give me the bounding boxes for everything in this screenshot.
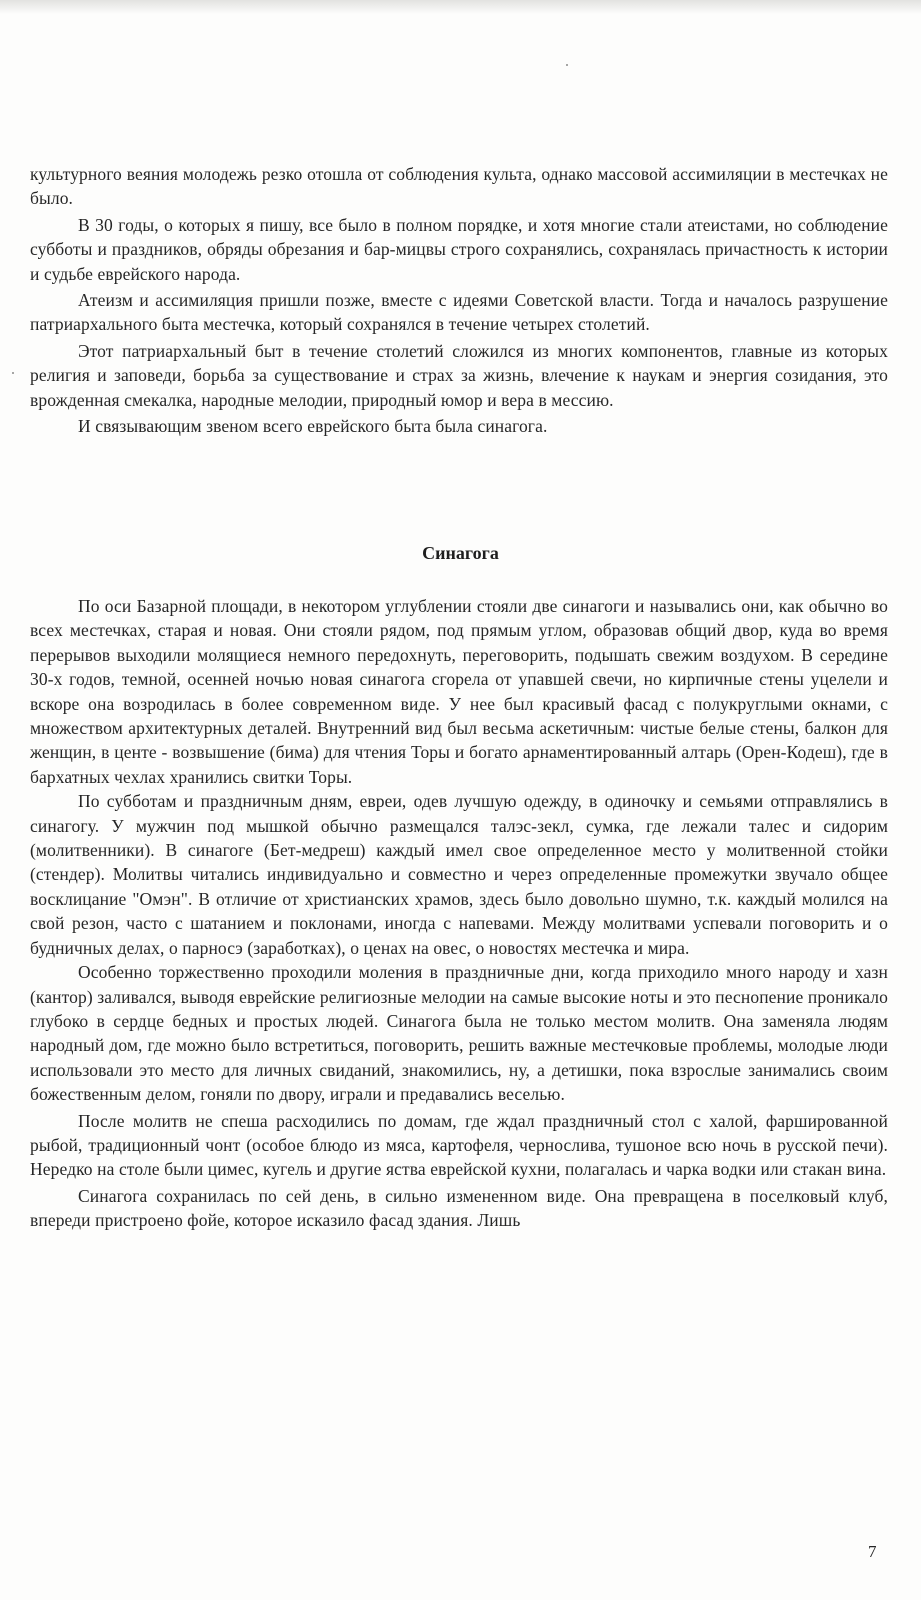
section-heading: Синагога [422, 543, 499, 563]
scan-speck [12, 372, 14, 374]
scan-speck [566, 64, 568, 66]
paragraph: После молитв не спеша расходились по домам, где ждал праздничный стол с халой, фаршированной рыбой, традиционный чонт (особое блюдо из мяса, картофеля, чернослива, тушоное всю ночь в русской печи). Нередко на столе были цимес, кугель и другие яства еврейской кухни, полагалась и чарка водки или стакан вина. [30, 1110, 888, 1180]
intro-text [30, 162, 888, 438]
page-number: 7 [868, 1542, 877, 1561]
paragraph: По субботам и праздничным дням, евреи, одев лучшую одежду, в одиночку и семьями отправлялись в синагогу. У мужчин под мышкой обычно размещался талэс-зекл, сумка, где лежали талес и сидорим (молитвенники). В синагоге (Бет-медреш) каждый имел свое определенное место у молитвенной стойки (стендер). Молитвы читались индивидуально и совместно и через определенные промежутки звучало общее восклицание "Омэн". В отличие от христианских храмов, здесь было довольно шумно, т.к. каждый молился на свой резон, часто с шатанием и поклонами, иногда с напевами. Между молитвами успевали поговорить и о будничных делах, о парносэ (заработках), о ценах на овес, о новостях местечка и мира. [30, 791, 888, 958]
paragraph: культурного веяния молодежь резко отошла от соблюдения культа, однако массовой ассимиляции в местечках не было. [30, 164, 888, 209]
paragraph: Особенно торжественно проходили моления в праздничные дни, когда приходило много народу и хазн (кантор) заливался, выводя еврейские религиозные мелодии на самые высокие ноты и это песнопение проникало глубоко в сердце бедных и простых людей. Синагога была не только местом молитв. Она заменяла людям народный дом, где можно было встретиться, поговорить, решить важные местечковые проблемы, молодые люди использовали это место для личных свиданий, знакомились, ну, а детишки, пока взрослые занимались своим божественным делом, гоняли по двору, играли и предавались веселью. [30, 962, 888, 1105]
scan-top-edge [0, 0, 921, 14]
paragraph: Синагога сохранилась по сей день, в сильно измененном виде. Она превращена в поселковый клуб, впереди пристроено фойе, которое исказило фасад здания. Лишь [30, 1185, 888, 1231]
paragraph: И связывающим звеном всего еврейского быта была синагога. [78, 416, 548, 437]
paragraph: Атеизм и ассимиляция пришли позже, вместе с идеями Советской власти. Тогда и началось разрушение патриархального быта местечка, который сохранялся в течение четырех столетий. [30, 290, 888, 335]
paragraph: По оси Базарной площади, в некотором углублении стояли две синагоги и назывались они, как обычно во всех местечках, старая и новая. Они стояли рядом, под прямым углом, образовав общий двор, куда во время перерывов выходили молящиеся немного передохнуть, переговорить, подышать свежим воздухом. В середине 30-х годов, темной, осенней ночью новая синагога сгорела от упавшей свечи, но кирпичные стены уцелели и вскоре она возродилась в более современном виде. У нее был красивый фасад с полукруглыми окнами, с множеством архитектурных деталей. Внутренний вид был весьма аскетичным: чистые белые стены, балкон для женщин, в центе - возвышение (бима) для чтения Торы и богато арнаментированный алтарь (Орен-Кодеш), где в бархатных чехлах хранились свитки Торы. [30, 596, 888, 787]
paragraph: В 30 годы, о которых я пишу, все было в полном порядке, и хотя многие стали атеистами, но соблюдение субботы и праздников, обряды обрезания и бар-мицвы строго сохранялись, сохранялась причастность к истории и судьбе еврейского народа. [30, 214, 888, 284]
paragraph: Этот патриархальный быт в течение столетий сложился из многих компонентов, главные из которых религия и заповеди, борьба за существование и страх за жизнь, влечение к наукам и энергия созидания, это врожденная смекалка, народные мелодии, природный юмор и вера в мессию. [30, 340, 888, 410]
section-text [30, 594, 888, 1233]
